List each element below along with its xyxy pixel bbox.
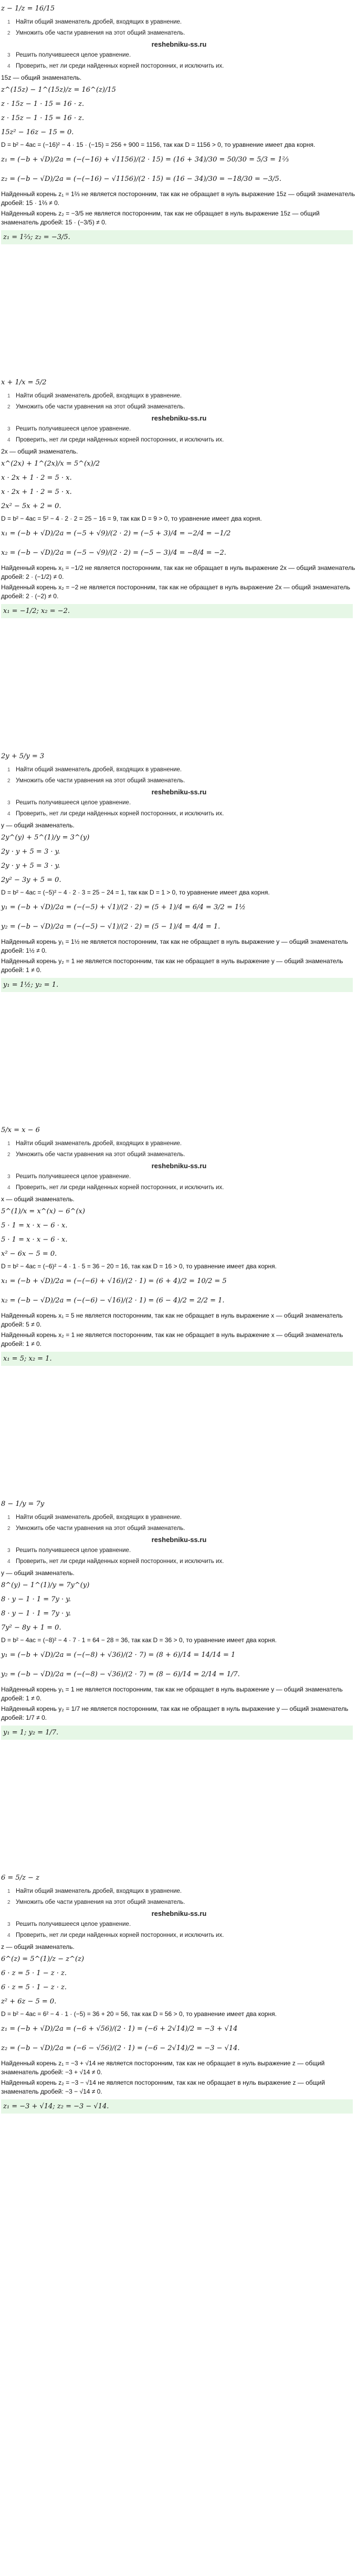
step-text: Проверить, нет ли среди найденных корней посторонних, и исключить их.	[16, 1932, 224, 1938]
equation: 6 = 5/z − z	[1, 1874, 39, 1882]
step-3: 3 Решить получившееся целое уравнение.	[7, 1173, 131, 1180]
equation: z − 1/z = 16/15	[1, 5, 55, 13]
expanded-line-2: 6 · z = 5 · 1 − z · z.	[1, 1984, 67, 1991]
step-text: Решить получившееся целое уравнение.	[16, 1921, 131, 1927]
answer: x₁ = −1/2; x₂ = −2.	[1, 604, 353, 618]
quadratic-form: 15z² − 16z − 15 = 0.	[1, 128, 74, 136]
check-root-1: Найденный корень x₁ = 5 не является посторонним, так как не обращает в нуль выражение x — общий знаменатель дробей: 5 ≠ 0.	[1, 1312, 343, 1328]
step-4: 4 Проверить, нет ли среди найденных корней посторонних, и исключить их.	[7, 63, 224, 69]
discriminant: D = b² − 4ac = 5² − 4 · 2 · 2 = 25 − 16 = 9, так как D = 9 > 0, то уравнение имеет два корня.	[1, 515, 262, 522]
discriminant: D = b² − 4ac = (−5)² − 4 · 2 · 3 = 25 − 24 = 1, так как D = 1 > 0, то уравнение имеет два корня.	[1, 889, 270, 896]
step-text: Проверить, нет ли среди найденных корней посторонних, и исключить их.	[16, 1558, 224, 1565]
step-1: 1 Найти общий знаменатель дробей, входящих в уравнение.	[7, 1140, 182, 1147]
step-1: 1 Найти общий знаменатель дробей, входящих в уравнение.	[7, 19, 182, 25]
answer: y₁ = 1; y₂ = 1/7.	[1, 1726, 353, 1740]
equation: 8 − 1/y = 7y	[1, 1500, 45, 1508]
step-3: 3 Решить получившееся целое уравнение.	[7, 1921, 131, 1927]
quadratic-form: x² − 6x − 5 = 0.	[1, 1250, 57, 1258]
step-4: 4 Проверить, нет ли среди найденных корней посторонних, и исключить их.	[7, 437, 224, 443]
solution-block	[1, 376, 357, 749]
root-2: z₂ = (−b − √D)/2a = (−(−16) − √1156)/(2 · 15) = (16 − 34)/30 = −18/30 = −3/5.	[1, 175, 281, 183]
step-4: 4 Проверить, нет ли среди найденных корней посторонних, и исключить их.	[7, 1558, 224, 1565]
step-text: Умножить обе части уравнения на этот общий знаменатель.	[16, 404, 185, 410]
discriminant: D = b² − 4ac = (−16)² − 4 · 15 · (−15) = 256 + 900 = 1156, так как D = 1156 > 0, то уравнение имеет два корня.	[1, 141, 316, 148]
watermark: reshebniku-ss.ru	[151, 788, 207, 796]
step-2: 2 Умножить обе части уравнения на этот общий знаменатель.	[7, 1899, 185, 1905]
step-text: Решить получившееся целое уравнение.	[16, 1173, 131, 1180]
common-denominator: y — общий знаменатель.	[1, 1569, 75, 1577]
step-text: Решить получившееся целое уравнение.	[16, 1547, 131, 1554]
check-root-1: Найденный корень x₁ = −1/2 не является посторонним, так как не обращает в нуль выражение 2x — общий знаменатель дробей: 2 · (−1/2) ≠ 0.	[1, 564, 355, 580]
step-4: 4 Проверить, нет ли среди найденных корней посторонних, и исключить их.	[7, 1932, 224, 1938]
equation: 5/x = x − 6	[1, 1126, 40, 1134]
answer: x₁ = 5; x₂ = 1.	[1, 1352, 353, 1366]
multiplied-equation: 2y^(y) + 5^(1)/y = 3^(y)	[1, 834, 90, 842]
multiplied-equation: 6^(z) = 5^(1)/z − z^(z)	[1, 1955, 85, 1963]
watermark: reshebniku-ss.ru	[151, 1536, 207, 1544]
expanded-line-1: 2y · y + 5 = 3 · y.	[1, 848, 60, 856]
answer: z₁ = 1⅔; z₂ = −3/5.	[1, 230, 353, 244]
step-text: Умножить обе части уравнения на этот общий знаменатель.	[16, 1151, 185, 1158]
answer: z₁ = −3 + √14; z₂ = −3 − √14.	[1, 2099, 353, 2114]
expanded-line-2: z · 15z − 1 · 15 = 16 · z.	[1, 114, 85, 122]
step-text: Проверить, нет ли среди найденных корней посторонних, и исключить их.	[16, 811, 224, 817]
step-text: Проверить, нет ли среди найденных корней посторонних, и исключить их.	[16, 1184, 224, 1191]
root-1: z₁ = (−b + √D)/2a = (−6 + √56)/(2 · 1) = (−6 + 2√14)/2 = −3 + √14	[1, 2025, 238, 2033]
step-2: 2 Умножить обе части уравнения на этот общий знаменатель.	[7, 404, 185, 410]
step-text: Решить получившееся целое уравнение.	[16, 426, 131, 432]
watermark: reshebniku-ss.ru	[151, 1162, 207, 1170]
step-1: 1 Найти общий знаменатель дробей, входящих в уравнение.	[7, 1888, 182, 1894]
step-text: Умножить обе части уравнения на этот общий знаменатель.	[16, 30, 185, 36]
solution-block	[1, 1498, 357, 1870]
step-2: 2 Умножить обе части уравнения на этот общий знаменатель.	[7, 778, 185, 784]
step-text: Умножить обе части уравнения на этот общий знаменатель.	[16, 778, 185, 784]
multiplied-equation: 8^(y) − 1^(1)/y = 7y^(y)	[1, 1581, 90, 1589]
root-2: z₂ = (−b − √D)/2a = (−6 − √56)/(2 · 1) = (−6 − 2√14)/2 = −3 − √14.	[1, 2044, 240, 2052]
common-denominator: y — общий знаменатель.	[1, 822, 75, 829]
expanded-line-1: 8 · y − 1 · 1 = 7y · y.	[1, 1596, 71, 1603]
step-1: 1 Найти общий знаменатель дробей, входящих в уравнение.	[7, 1514, 182, 1521]
root-2: y₂ = (−b − √D)/2a = (−(−5) − √1)/(2 · 2) = (5 − 1)/4 = 4/4 = 1.	[1, 923, 220, 931]
quadratic-form: z² + 6z − 5 = 0.	[1, 1998, 57, 2006]
discriminant: D = b² − 4ac = 6² − 4 · 1 · (−5) = 36 + 20 = 56, так как D = 56 > 0, то уравнение имеет два корня.	[1, 2010, 277, 2018]
step-1: 1 Найти общий знаменатель дробей, входящих в уравнение.	[7, 393, 182, 399]
discriminant: D = b² − 4ac = (−8)² − 4 · 7 · 1 = 64 − 28 = 36, так как D = 36 > 0, то уравнение имеет два корня.	[1, 1636, 277, 1644]
step-2: 2 Умножить обе части уравнения на этот общий знаменатель.	[7, 1525, 185, 1532]
expanded-line-2: 2y · y + 5 = 3 · y.	[1, 862, 60, 870]
check-root-2: Найденный корень y₂ = 1 не является посторонним, так как не обращает в нуль выражение y — общий знаменатель дробей: 1 ≠ 0.	[1, 957, 343, 974]
step-3: 3 Решить получившееся целое уравнение.	[7, 800, 131, 806]
step-4: 4 Проверить, нет ли среди найденных корней посторонних, и исключить их.	[7, 811, 224, 817]
solution-block	[1, 1872, 357, 2244]
answer: y₁ = 1½; y₂ = 1.	[1, 978, 353, 992]
expanded-line-2: 5 · 1 = x · x − 6 · x.	[1, 1236, 68, 1244]
quadratic-form: 7y² − 8y + 1 = 0.	[1, 1624, 61, 1632]
expanded-line-2: x · 2x + 1 · 2 = 5 · x.	[1, 488, 72, 496]
root-2: x₂ = (−b − √D)/2a = (−5 − √9)/(2 · 2) = (−5 − 3)/4 = −8/4 = −2.	[1, 549, 226, 557]
check-root-2: Найденный корень x₂ = −2 не является посторонним, так как не обращает в нуль выражение 2x — общий знаменатель дробей: 2 · (−2) ≠ 0.	[1, 584, 351, 600]
expanded-line-1: 6 · z = 5 · 1 − z · z.	[1, 1969, 67, 1977]
step-2: 2 Умножить обе части уравнения на этот общий знаменатель.	[7, 1151, 185, 1158]
root-1: x₁ = (−b + √D)/2a = (−5 + √9)/(2 · 2) = (−5 + 3)/4 = −2/4 = −1/2	[1, 530, 231, 537]
watermark: reshebniku-ss.ru	[151, 414, 207, 422]
common-denominator: 2x — общий знаменатель.	[1, 448, 78, 455]
check-root-2: Найденный корень x₂ = 1 не является посторонним, так как не обращает в нуль выражение x — общий знаменатель дробей: 1 ≠ 0.	[1, 1331, 343, 1348]
step-text: Умножить обе части уравнения на этот общий знаменатель.	[16, 1525, 185, 1532]
multiplied-equation: 5^(1)/x = x^(x) − 6^(x)	[1, 1208, 85, 1215]
quadratic-form: 2y² − 3y + 5 = 0.	[1, 876, 61, 884]
step-text: Найти общий знаменатель дробей, входящих в уравнение.	[16, 19, 182, 25]
root-1: x₁ = (−b + √D)/2a = (−(−6) + √16)/(2 · 1) = (6 + 4)/2 = 10/2 = 5	[1, 1277, 227, 1285]
step-3: 3 Решить получившееся целое уравнение.	[7, 426, 131, 432]
root-2: x₂ = (−b − √D)/2a = (−(−6) − √16)/(2 · 1) = (6 − 4)/2 = 2/2 = 1.	[1, 1297, 225, 1305]
step-text: Найти общий знаменатель дробей, входящих в уравнение.	[16, 1514, 182, 1521]
check-root-2: Найденный корень z₂ = −3/5 не является посторонним, так как не обращает в нуль выражение 15z — общий знаменатель дробей: 15 · (−3/5) ≠ 0.	[1, 210, 320, 226]
discriminant: D = b² − 4ac = (−6)² − 4 · 1 · 5 = 36 − 20 = 16, так как D = 16 > 0, то уравнение имеет два корня.	[1, 1263, 277, 1270]
watermark: reshebniku-ss.ru	[151, 40, 207, 48]
root-2: y₂ = (−b − √D)/2a = (−(−8) − √36)/(2 · 7) = (8 − 6)/14 = 2/14 = 1/7.	[1, 1670, 240, 1678]
quadratic-form: 2x² − 5x + 2 = 0.	[1, 502, 61, 510]
step-text: Умножить обе части уравнения на этот общий знаменатель.	[16, 1899, 185, 1905]
expanded-line-1: z · 15z − 1 · 15 = 16 · z.	[1, 100, 85, 108]
check-root-1: Найденный корень y₁ = 1½ не является посторонним, так как не обращает в нуль выражение y — общий знаменатель дробей: 1½ ≠ 0.	[1, 938, 348, 954]
solution-block	[1, 1124, 357, 1496]
watermark: reshebniku-ss.ru	[151, 1910, 207, 1917]
expanded-line-2: 8 · y − 1 · 1 = 7y · y.	[1, 1610, 71, 1618]
multiplied-equation: x^(2x) + 1^(2x)/x = 5^(x)/2	[1, 460, 100, 468]
common-denominator: x — общий знаменатель.	[1, 1195, 75, 1203]
root-1: z₁ = (−b + √D)/2a = (−(−16) + √1156)/(2 · 15) = (16 + 34)/30 = 50/30 = 5/3 = 1⅔	[1, 156, 289, 164]
expanded-line-1: x · 2x + 1 · 2 = 5 · x.	[1, 474, 72, 482]
step-4: 4 Проверить, нет ли среди найденных корней посторонних, и исключить их.	[7, 1184, 224, 1191]
step-text: Проверить, нет ли среди найденных корней посторонних, и исключить их.	[16, 63, 224, 69]
step-3: 3 Решить получившееся целое уравнение.	[7, 1547, 131, 1554]
step-text: Найти общий знаменатель дробей, входящих в уравнение.	[16, 1140, 182, 1147]
solution-block	[1, 3, 357, 375]
check-root-2: Найденный корень z₂ = −3 − √14 не является посторонним, так как не обращает в нуль выражение z — общий знаменатель дробей: −3 − √14 ≠ 0.	[1, 2079, 325, 2095]
multiplied-equation: z^(15z) − 1^(15z)/z = 16^(z)/15	[1, 86, 116, 94]
step-3: 3 Решить получившееся целое уравнение.	[7, 52, 131, 58]
step-2: 2 Умножить обе части уравнения на этот общий знаменатель.	[7, 30, 185, 36]
step-text: Найти общий знаменатель дробей, входящих в уравнение.	[16, 393, 182, 399]
step-text: Решить получившееся целое уравнение.	[16, 800, 131, 806]
expanded-line-1: 5 · 1 = x · x − 6 · x.	[1, 1222, 68, 1230]
common-denominator: z — общий знаменатель.	[1, 1943, 75, 1950]
check-root-1: Найденный корень z₁ = −3 + √14 не является посторонним, так как не обращает в нуль выражение z — общий знаменатель дробей: −3 + √14 ≠ 0.	[1, 2060, 325, 2076]
solution-block	[1, 750, 357, 1123]
root-1: y₁ = (−b + √D)/2a = (−(−5) + √1)/(2 · 2) = (5 + 1)/4 = 6/4 = 3/2 = 1½	[1, 903, 246, 911]
check-root-1: Найденный корень z₁ = 1⅔ не является посторонним, так как не обращает в нуль выражение 15z — общий знаменатель дробей: 15 · 1⅔ ≠ 0.	[1, 190, 355, 207]
step-text: Проверить, нет ли среди найденных корней посторонних, и исключить их.	[16, 437, 224, 443]
equation: 2y + 5/y = 3	[1, 752, 45, 760]
step-1: 1 Найти общий знаменатель дробей, входящих в уравнение.	[7, 767, 182, 773]
step-text: Найти общий знаменатель дробей, входящих в уравнение.	[16, 767, 182, 773]
root-1: y₁ = (−b + √D)/2a = (−(−8) + √36)/(2 · 7) = (8 + 6)/14 = 14/14 = 1	[1, 1651, 236, 1659]
common-denominator: 15z — общий знаменатель.	[1, 74, 82, 81]
equation: x + 1/x = 5/2	[1, 379, 47, 386]
step-text: Решить получившееся целое уравнение.	[16, 52, 131, 58]
check-root-1: Найденный корень y₁ = 1 не является посторонним, так как не обращает в нуль выражение y — общий знаменатель дробей: 1 ≠ 0.	[1, 1686, 343, 1702]
check-root-2: Найденный корень y₂ = 1/7 не является посторонним, так как не обращает в нуль выражение y — общий знаменатель дробей: 1/7 ≠ 0.	[1, 1705, 349, 1721]
step-text: Найти общий знаменатель дробей, входящих в уравнение.	[16, 1888, 182, 1894]
